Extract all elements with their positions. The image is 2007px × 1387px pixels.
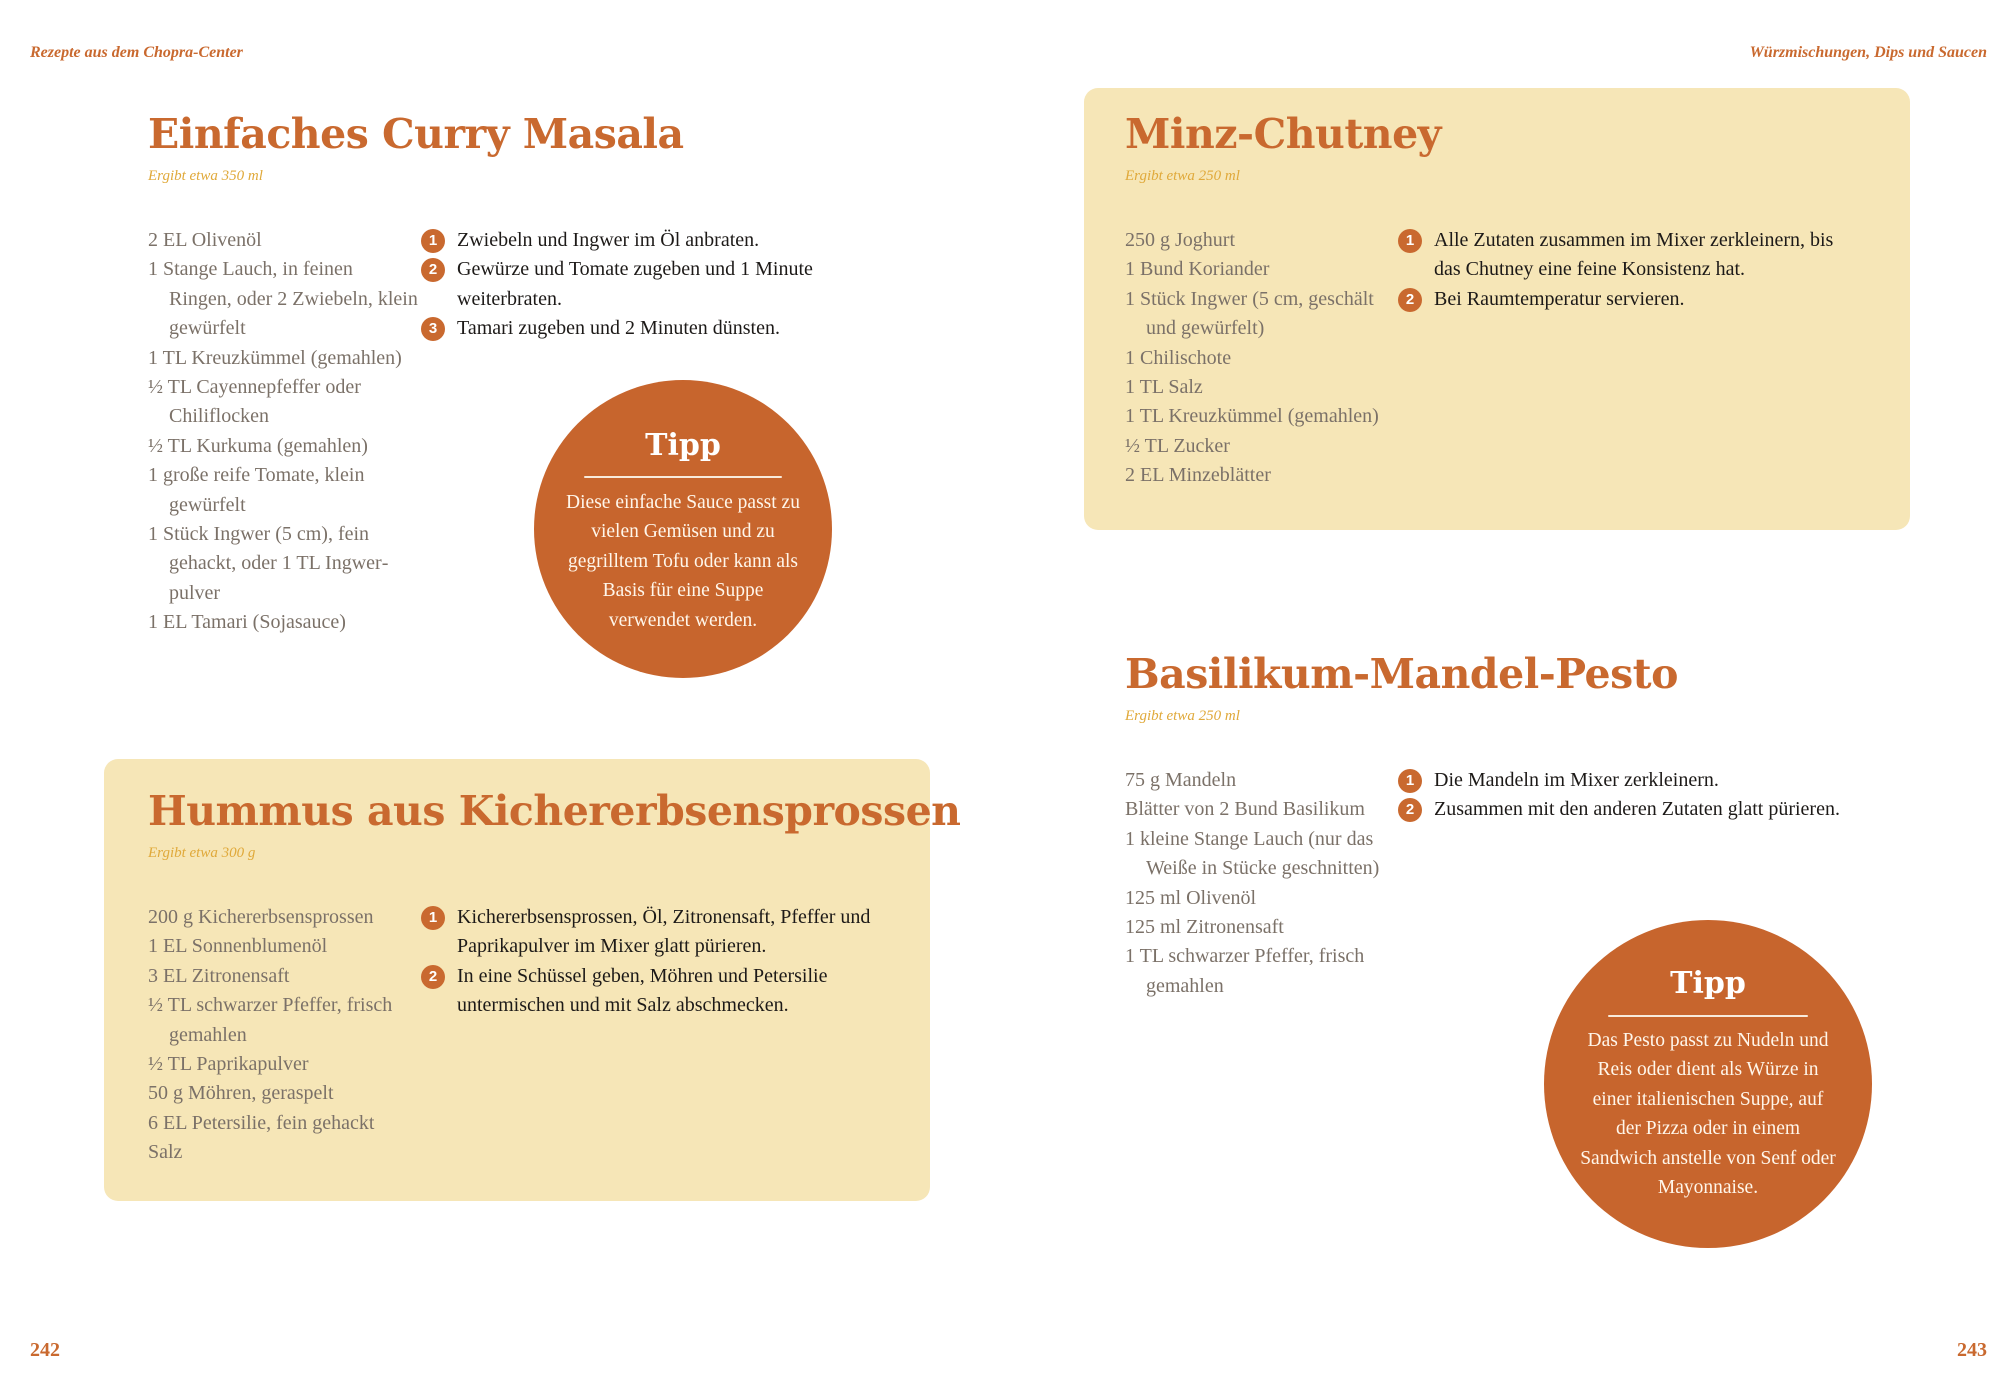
tip-text: Diese einfache Sauce passt zu vielen Gemüsen und zu gegrilltem Tofu oder kann als Basis für eine Suppe verwendet werden. [566, 492, 800, 631]
ingredient: 250 g Joghurt [1125, 229, 1235, 251]
tip-divider [1608, 1015, 1808, 1017]
ingredient: 1 TL schwarzer Pfeffer, frisch gemahlen [1125, 945, 1365, 997]
recipe-title: Minz-Chutney [1125, 110, 1441, 158]
ingredient: ½ TL Kurkuma (gemahlen) [148, 434, 368, 457]
tip-divider [584, 476, 782, 478]
recipe-yield: Ergibt etwa 250 ml [1125, 168, 1240, 184]
running-head-right: Würzmischungen, Dips und Saucen [1749, 44, 1987, 61]
ingredient: 125 ml Olivenöl [1125, 886, 1257, 909]
ingredient: 2 EL Minzeblätter [1125, 464, 1271, 487]
step-text: Gewürze und Tomate zugeben und 1 Minute weiterbraten. [457, 258, 813, 310]
ingredient: 1 große reife Tomate, klein gewürfelt [148, 464, 365, 516]
step [421, 255, 841, 314]
ingredient: 1 TL Salz [1125, 376, 1203, 399]
recipe-yield: Ergibt etwa 250 ml [1125, 708, 1240, 724]
ingredient: 1 Chilischote [1125, 346, 1232, 369]
ingredient: 1 Stange Lauch, in feinen Ringen, oder 2 Zwiebeln, klein gewürfelt [148, 258, 418, 340]
step-list [1398, 766, 1918, 825]
step [1398, 285, 1838, 314]
step-number-badge: 2 [421, 965, 445, 989]
step [1398, 795, 1918, 824]
tip-title: Tipp [1670, 966, 1746, 1001]
step-number-badge: 2 [1398, 288, 1422, 312]
ingredient: ½ TL Paprikapulver [148, 1053, 309, 1076]
tip-circle-pesto [1544, 920, 1872, 1248]
ingredient: 75 g Mandeln [1125, 769, 1237, 791]
ingredient: 1 Stück Ingwer (5 cm), fein gehackt, oder 1 TL Ingwerpulver [148, 523, 389, 604]
ingredient: 1 EL Sonnenblumenöl [148, 935, 328, 958]
ingredient: 1 kleine Stange Lauch (nur das Weiße in Stücke geschnitten) [1125, 827, 1380, 880]
step [421, 962, 901, 1021]
step-text: In eine Schüssel geben, Möhren und Petersilie untermischen und mit Salz abschmecken. [457, 964, 828, 1017]
ingredient: 3 EL Zitronensaft [148, 964, 290, 987]
step-number-badge: 3 [421, 317, 445, 341]
step-text: Tamari zugeben und 2 Minuten dünsten. [457, 317, 780, 340]
running-head-left: Rezepte aus dem Chopra-Center [30, 44, 243, 61]
step-text: Zwiebeln und Ingwer im Öl anbraten. [457, 229, 760, 251]
step-number-badge: 2 [421, 258, 445, 282]
ingredient-list [1125, 226, 1405, 491]
step-number-badge: 1 [1398, 769, 1422, 793]
step-number-badge: 1 [421, 906, 445, 930]
ingredient: Salz [148, 1141, 183, 1164]
ingredient: 1 Bund Koriander [1125, 258, 1270, 281]
page-number-right: 243 [1957, 1339, 1987, 1361]
recipe-title: Basilikum-Mandel-Pesto [1125, 650, 1678, 698]
step [421, 226, 841, 255]
recipe-yield: Ergibt etwa 350 ml [148, 168, 263, 184]
ingredient: 50 g Möhren, geraspelt [148, 1082, 334, 1105]
recipe-title: Hummus aus Kichererbsensprossen [148, 787, 961, 835]
step-list [421, 903, 901, 1021]
step-list [421, 226, 841, 344]
tip-title: Tipp [645, 428, 721, 463]
ingredient-list [148, 226, 418, 638]
step-text: Kichererbsensprossen, Öl, Zitronensaft, Pfeffer und Paprikapulver im Mixer glatt pürieren. [457, 906, 871, 958]
step [1398, 226, 1838, 285]
ingredient: 2 EL Olivenöl [148, 229, 262, 251]
step-number-badge: 2 [1398, 798, 1422, 822]
step-text: Alle Zutaten zusammen im Mixer zerkleinern, bis das Chutney eine feine Konsistenz hat. [1434, 229, 1834, 281]
ingredient: Blätter von 2 Bund Basilikum [1125, 798, 1365, 821]
ingredient: 125 ml Zitronensaft [1125, 916, 1284, 939]
ingredient: 200 g Kichererbsensprossen [148, 906, 374, 928]
step-number-badge: 1 [1398, 229, 1422, 253]
step [421, 903, 901, 962]
ingredient: 1 TL Kreuzkümmel (gemahlen) [1125, 405, 1379, 428]
ingredient: 1 Stück Ingwer (5 cm, geschält und gewürfelt) [1125, 287, 1374, 340]
step-text: Zusammen mit den anderen Zutaten glatt pürieren. [1434, 798, 1840, 821]
step-list [1398, 226, 1838, 314]
page-number-left: 242 [30, 1339, 60, 1361]
step [1398, 766, 1918, 795]
step-text: Die Mandeln im Mixer zerkleinern. [1434, 769, 1719, 791]
ingredient: 6 EL Petersilie, fein gehackt [148, 1111, 375, 1134]
step [421, 314, 841, 343]
ingredient: ½ TL schwarzer Pfeffer, frisch gemahlen [148, 994, 393, 1046]
ingredient: ½ TL Zucker [1125, 434, 1230, 457]
recipe-title: Einfaches Curry Masala [148, 110, 684, 158]
ingredient: 1 EL Tamari (Sojasauce) [148, 611, 346, 634]
ingredient: 1 TL Kreuzkümmel (gemahlen) [148, 346, 402, 369]
tip-circle-curry [534, 380, 832, 678]
step-number-badge: 1 [421, 229, 445, 253]
ingredient: ½ TL Cayennepfeffer oder Chiliflocken [148, 376, 361, 428]
ingredient-list [1125, 766, 1380, 1001]
tip-text: Das Pesto passt zu Nudeln und Reis oder dient als Würze in einer italienischen Suppe, auf der Pizza oder in einem Sandwich anstelle von Senf oder Mayonnaise. [1580, 1030, 1836, 1199]
recipe-yield: Ergibt etwa 300 g [148, 845, 256, 861]
step-text: Bei Raumtemperatur servieren. [1434, 287, 1685, 310]
ingredient-list [148, 903, 413, 1168]
